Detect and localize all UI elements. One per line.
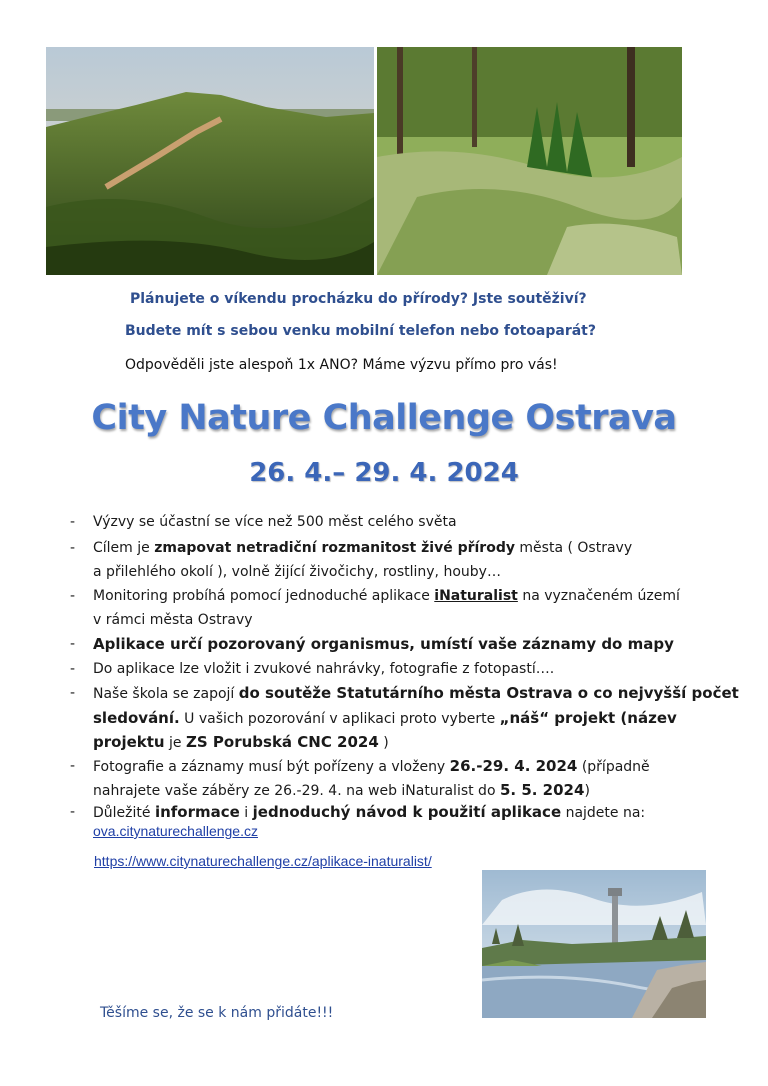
closing-message: Těšíme se, že se k nám přidáte!!! [100,1005,334,1021]
bullet-photos: Fotografie a záznamy musí být pořízeny a vloženy 26.-29. 4. 2024 (případně [93,757,650,775]
page-title: City Nature Challenge Ostrava [91,398,677,438]
link-ova-citynaturechallenge[interactable]: ova.citynaturechallenge.cz [93,823,258,839]
event-dates: 26. 4.– 29. 4. 2024 [249,458,519,488]
bullet-dash: - [70,685,76,701]
bullet-dash: - [70,661,76,677]
bullet-goal-cont: a přilehlého okolí ), volně žijící živočichy, rostliny, houby… [93,564,501,580]
bullet-monitoring-cont: v rámci města Ostravy [93,612,253,628]
bullet-cities: Výzvy se účastní se více než 500 měst celého světa [93,514,457,530]
bullet-dash: - [70,514,76,530]
bullet-dash: - [70,588,76,604]
intro-question-2: Budete mít s sebou venku mobilní telefon nebo fotoaparát? [125,323,596,339]
bullet-goal: Cílem je zmapovat netradiční rozmanitost živé přírody města ( Ostravy [93,540,633,556]
intro-answer: Odpověděli jste alespoň 1x ANO? Máme výzvu přímo pro vás! [125,357,558,373]
photo-swamp-wetland [377,47,682,275]
bullet-monitoring: Monitoring probíhá pomocí jednoduché aplikace iNaturalist na vyznačeném území [93,588,680,604]
bullet-school-l3: projektu je ZS Porubská CNC 2024 ) [93,733,389,751]
bullet-school-l2: sledování. U vašich pozorování v aplikaci proto vyberte „náš“ projekt (název [93,709,677,727]
bullet-dash: - [70,758,76,774]
bullet-app-identify: Aplikace určí pozorovaný organismus, umístí vaše záznamy do mapy [93,635,674,653]
link-aplikace-inaturalist[interactable]: https://www.citynaturechallenge.cz/aplikace-inaturalist/ [94,853,432,869]
intro-question-1: Plánujete o víkendu procházku do přírody? Jste soutěživí? [130,291,587,307]
bullet-dash: - [70,636,76,652]
bullet-school: Naše škola se zapojí do soutěže Statutárního města Ostrava o co nejvyšší počet [93,684,739,702]
photo-river-tower [482,870,706,1018]
bullet-dash: - [70,540,76,556]
bullet-photos-l2: nahrajete vaše záběry ze 26.-29. 4. na web iNaturalist do 5. 5. 2024) [93,781,590,799]
bullet-info: Důležité informace i jednoduchý návod k použití aplikace najdete na: [93,803,646,821]
photo-forest-hill [46,47,374,275]
bullet-dash: - [70,804,76,820]
bullet-audio: Do aplikace lze vložit i zvukové nahrávky, fotografie z fotopastí…. [93,661,555,677]
